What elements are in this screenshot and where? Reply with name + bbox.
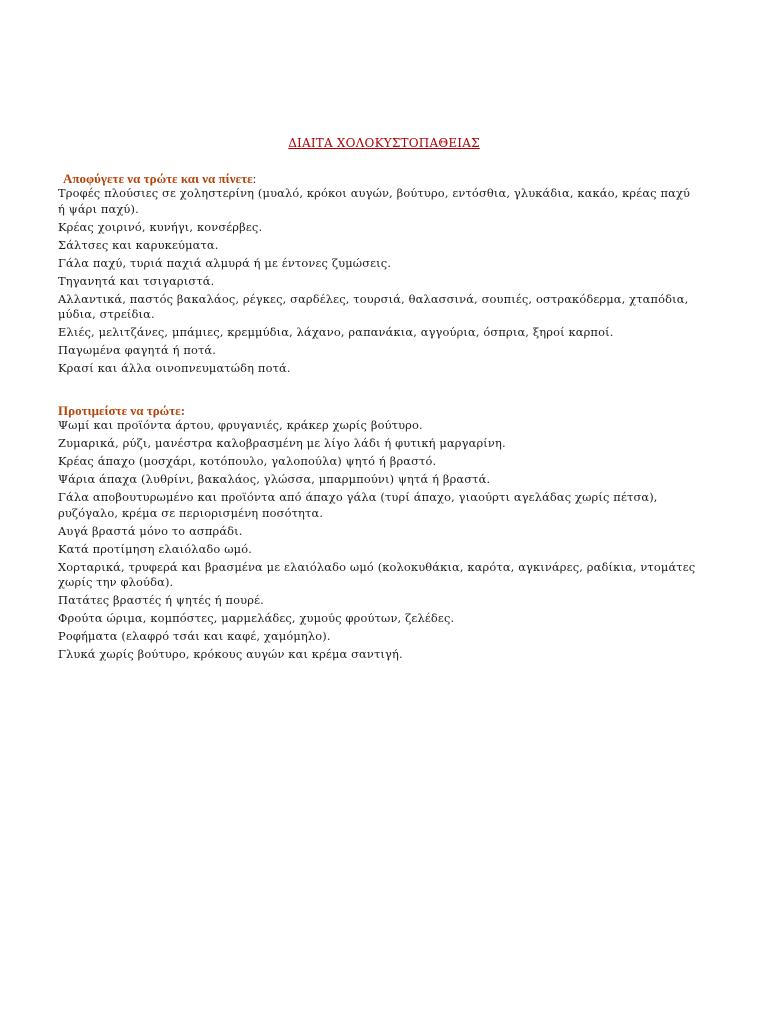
list-item: Κρέας χοιρινό, κυνήγι, κονσέρβες. — [58, 219, 263, 234]
list-item: Τροφές πλούσιες σε χοληστερίνη (μυαλό, κρόκοι αυγών, βούτυρο, εντόσθια, γλυκάδια, κακάο, κρέας παχύ ή ψάρι παχύ). — [58, 186, 691, 216]
list-item: Γλυκά χωρίς βούτυρο, κρόκους αυγών και κρέμα σαντιγή. — [58, 647, 403, 661]
list-item: Κατά προτίμηση ελαιόλαδο ωμό. — [58, 541, 252, 556]
avoid-heading-colon: : — [252, 171, 257, 186]
list-item: Αλλαντικά, παστός βακαλάος, ρέγκες, σαρδέλες, τουρσιά, θαλασσινά, σουπιές, οστρακόδερμα, χταπόδια, μύδια, στρείδια. — [58, 291, 689, 321]
list-item: Γάλα παχύ, τυριά παχιά αλμυρά ή με έντονες ζυμώσεις. — [58, 255, 392, 270]
list-item: Κρέας άπαχο (μοσχάρι, κοτόπουλο, γαλοπούλα) ψητό ή βραστό. — [58, 454, 437, 468]
avoid-heading-text: Αποφύγετε να τρώτε και να πίνετε — [63, 171, 253, 186]
list-item: Γάλα αποβουτυρωμένο και προϊόντα από άπαχο γάλα (τυρί άπαχο, γιαούρτι αγελάδας χωρίς πέτσα), ρυζόγαλο, κρέμα σε περιορισμένη ποσότητα. — [58, 490, 658, 520]
list-item: Φρούτα ώριμα, κομπόστες, μαρμελάδες, χυμούς φρούτων, ζελέδες. — [58, 611, 455, 625]
list-item: Πατάτες βραστές ή ψητές ή πουρέ. — [58, 593, 264, 607]
list-item: Παγωμένα φαγητά ή ποτά. — [58, 343, 217, 357]
list-item: Ροφήματα (ελαφρό τσάι και καφέ, χαμόμηλο). — [58, 629, 331, 643]
list-item: Σάλτσες και καρυκεύματα. — [58, 237, 219, 252]
list-item: Τηγανητά και τσιγαριστά. — [58, 273, 215, 288]
avoid-section — [58, 171, 698, 379]
list-item: Ελιές, μελιτζάνες, μπάμιες, κρεμμύδια, λάχανο, ραπανάκια, αγγούρια, όσπρια, ξηροί καρποί. — [58, 325, 614, 339]
document-title: ΔΙΑΙΤΑ ΧΟΛΟΚΥΣΤΟΠΑΘΕΙΑΣ — [288, 136, 480, 150]
list-item: Ψάρια άπαχα (λυθρίνι, βακαλάος, γλώσσα, μπαρμπούνι) ψητά ή βραστά. — [58, 472, 491, 486]
list-item: Ζυμαρικά, ρύζι, μανέστρα καλοβρασμένη με λίγο λάδι ή φυτική μαργαρίνη. — [58, 436, 506, 450]
list-item: Χορταρικά, τρυφερά και βρασμένα με ελαιόλαδο ωμό (κολοκυθάκια, καρότα, αγκινάρες, ραδίκια, ντομάτες χωρίς την φλούδα). — [58, 559, 696, 589]
prefer-section — [58, 403, 698, 665]
list-item: Αυγά βραστά μόνο το ασπράδι. — [58, 523, 243, 538]
list-item: Κρασί και άλλα οινοπνευματώδη ποτά. — [58, 361, 291, 375]
avoid-heading — [58, 171, 698, 186]
prefer-heading: Προτιμείστε να τρώτε: — [58, 403, 186, 418]
list-item: Ψωμί και προϊόντα άρτου, φρυγανιές, κράκερ χωρίς βούτυρο. — [58, 418, 423, 432]
